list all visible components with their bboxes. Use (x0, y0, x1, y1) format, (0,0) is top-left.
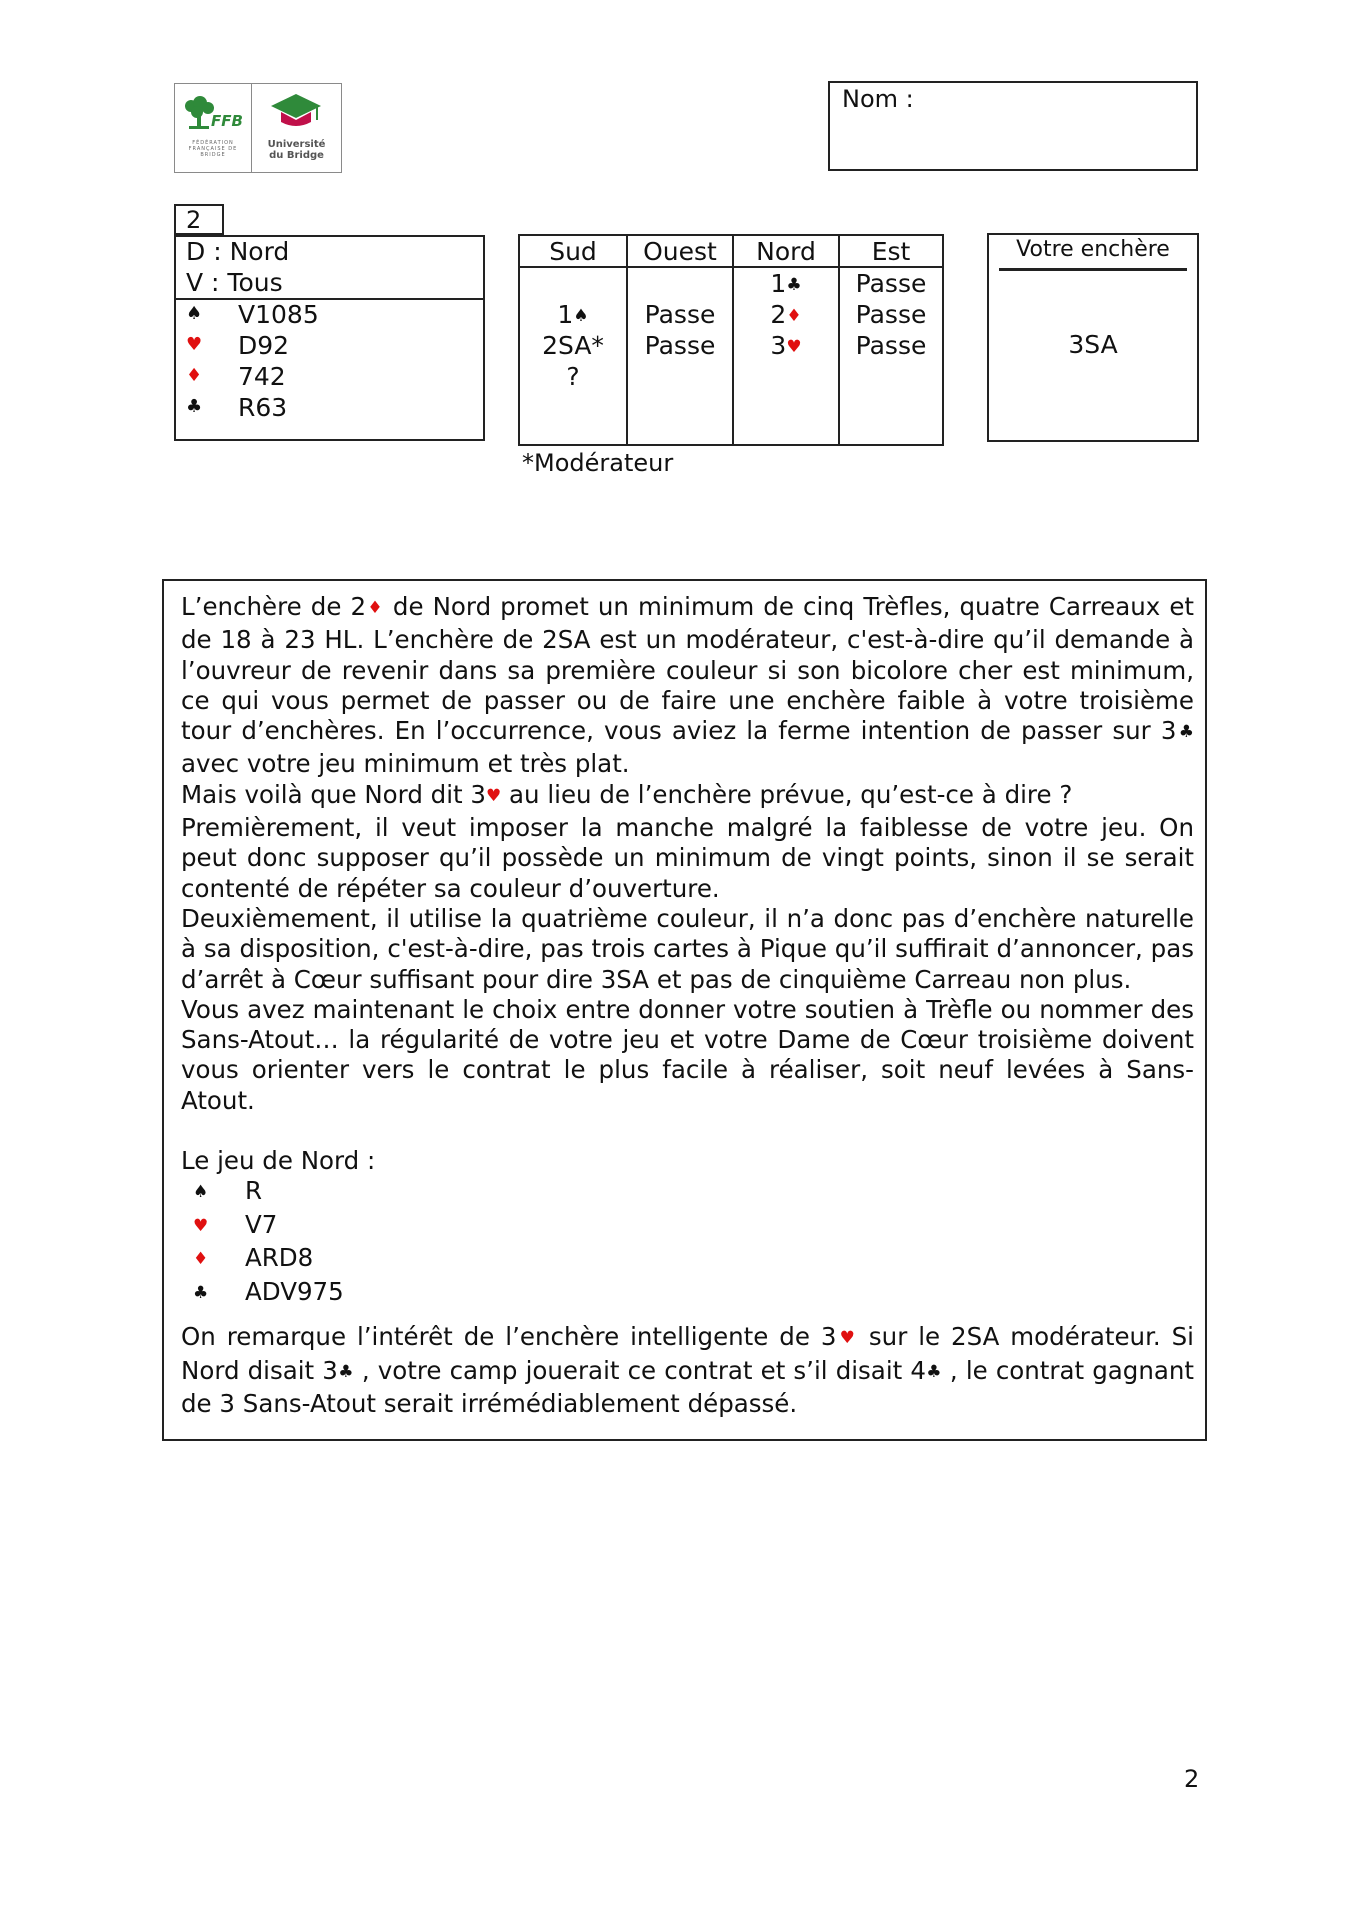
deal-info (176, 237, 483, 300)
vulnerability-label: V : Tous (186, 268, 283, 297)
page-number: 2 (1184, 1765, 1200, 1793)
north-hand-row-spades: ♠ R (181, 1176, 1194, 1210)
club-icon: ♣ (786, 275, 802, 295)
auction-cell: 3♥ (770, 331, 802, 360)
auction-table (518, 234, 944, 446)
spade-icon: ♠ (186, 303, 203, 324)
north-hand-row-hearts: ♥ V7 (181, 1210, 1194, 1244)
logo (174, 83, 342, 173)
hand-row-diamonds (186, 362, 286, 393)
club-icon: ♣ (186, 396, 203, 417)
diamond-icon: ♦ (786, 306, 802, 326)
north-hand-row-diamonds: ♦ ARD8 (181, 1243, 1194, 1277)
auction-header-sud: Sud (520, 236, 626, 268)
diamond-icon: ♦ (366, 598, 384, 618)
explanation-paragraph-4: Deuxièmement, il utilise la quatrième couleur, il n’a donc pas d’enchère naturelle à sa disposition, c'est-à-dire, pas trois cartes à Pique qu’il suffirait d’annoncer, pas d’arrêt à Cœur suffisant pour dire 3SA et pas de cinquième Carreau non plus. (181, 903, 1194, 994)
explanation-paragraph-2: Mais voilà que Nord dit 3♥ au lieu de l’enchère prévue, qu’est-ce à dire ? (181, 779, 1073, 809)
explanation-paragraph-5: Vous avez maintenant le choix entre donner votre soutien à Trèfle ou nommer des Sans-Atout… la régularité de votre jeu et votre Dame de Cœur troisième doivent vous orienter vers le contrat le plus facile à réaliser, soit neuf levées à Sans-Atout. (181, 994, 1194, 1115)
your-bid-value: 3SA (1068, 330, 1118, 359)
explanation-paragraph-1: L’enchère de 2♦ de Nord promet un minimum de cinq Trèfles, quatre Carreaux et de 18 à 23 HL. L’enchère de 2SA est un modérateur, c'est-à-dire qu’il demande à l’ouvreur de revenir dans sa première couleur si son bicolore cher est minimum, ce qui vous permet de passer ou de faire une enchère faible à votre troisième tour d’enchères. En l’occurrence, vous aviez la ferme intention de passer sur 3♣ avec votre jeu minimum et très plat. (181, 592, 1195, 779)
name-field-label: Nom : (842, 85, 914, 113)
your-bid-divider (999, 268, 1187, 271)
deal-number: 2 (174, 204, 224, 235)
ffb-logo-subtitle: FÉDÉRATION FRANÇAISE DE BRIDGE (188, 140, 238, 158)
heart-icon: ♥ (193, 1215, 209, 1236)
spade-icon: ♠ (573, 306, 589, 326)
diamond-icon: ♦ (186, 365, 203, 386)
auction-column-est (838, 236, 942, 444)
auction-cell: 2SA* (542, 331, 604, 360)
hand-cards-clubs: R63 (238, 393, 288, 422)
your-bid-box[interactable] (987, 233, 1199, 442)
auction-header-est: Est (840, 236, 942, 268)
hand-row-spades (186, 300, 319, 331)
universite-du-bridge-text: Université du Bridge (267, 139, 326, 161)
auction-cell: Passe (644, 331, 716, 360)
hand-cards-diamonds: 742 (238, 362, 286, 391)
diamond-icon: ♦ (193, 1249, 209, 1270)
auction-footnote: *Modérateur (522, 449, 674, 477)
universite-du-bridge-logo (252, 84, 341, 172)
auction-column-ouest (626, 236, 732, 444)
auction-cell: Passe (855, 269, 927, 298)
club-icon: ♣ (925, 1361, 942, 1382)
club-icon: ♣ (193, 1282, 209, 1303)
hand-cards-spades: V1085 (238, 300, 319, 329)
heart-icon: ♥ (186, 334, 203, 355)
ffb-logo-text: FFB (211, 112, 243, 130)
north-hand-row-clubs: ♣ ADV975 (181, 1277, 1194, 1311)
heart-icon: ♥ (786, 337, 802, 357)
your-bid-title: Votre enchère (1016, 237, 1170, 262)
south-hand-box (174, 235, 485, 441)
auction-column-nord (732, 236, 838, 444)
auction-header-nord: Nord (734, 236, 838, 268)
explanation-box (162, 579, 1207, 1441)
spade-icon: ♠ (193, 1182, 209, 1203)
hand-row-hearts (186, 331, 289, 362)
auction-column-sud (520, 236, 626, 444)
explanation-paragraph-3: Premièrement, il veut imposer la manche malgré la faiblesse de votre jeu. On peut donc supposer qu’il possède un minimum de vingt points, sinon il se serait contenté de répéter sa couleur d’ouverture. (181, 813, 1194, 903)
auction-cell: ? (566, 362, 580, 391)
hand-row-clubs (186, 393, 287, 424)
auction-cell: Passe (644, 300, 716, 329)
heart-icon: ♥ (486, 785, 502, 806)
auction-cell: 2♦ (770, 300, 802, 329)
auction-cell: 1♣ (770, 269, 802, 298)
hand-cards-hearts: D92 (238, 331, 290, 360)
auction-cell: 1♠ (557, 300, 589, 329)
name-field[interactable] (828, 81, 1198, 171)
auction-cell: Passe (855, 300, 927, 329)
dealer-label: D : Nord (186, 237, 290, 266)
heart-icon: ♥ (836, 1328, 858, 1349)
club-icon: ♣ (1176, 722, 1194, 743)
explanation-paragraph-6: On remarque l’intérêt de l’enchère intelligente de 3♥ sur le 2SA modérateur. Si Nord disait 3♣ , votre camp jouerait ce contrat et s’il disait 4♣ , le contrat gagnant de 3 Sans-Atout serait irrémédiablement dépassé. (181, 1322, 1195, 1418)
north-hand-title: Le jeu de Nord : (181, 1146, 376, 1176)
ffb-logo (175, 84, 252, 172)
graduation-cap-icon (269, 92, 323, 136)
auction-cell: Passe (855, 331, 927, 360)
auction-header-ouest: Ouest (628, 236, 732, 268)
club-icon: ♣ (337, 1361, 354, 1382)
